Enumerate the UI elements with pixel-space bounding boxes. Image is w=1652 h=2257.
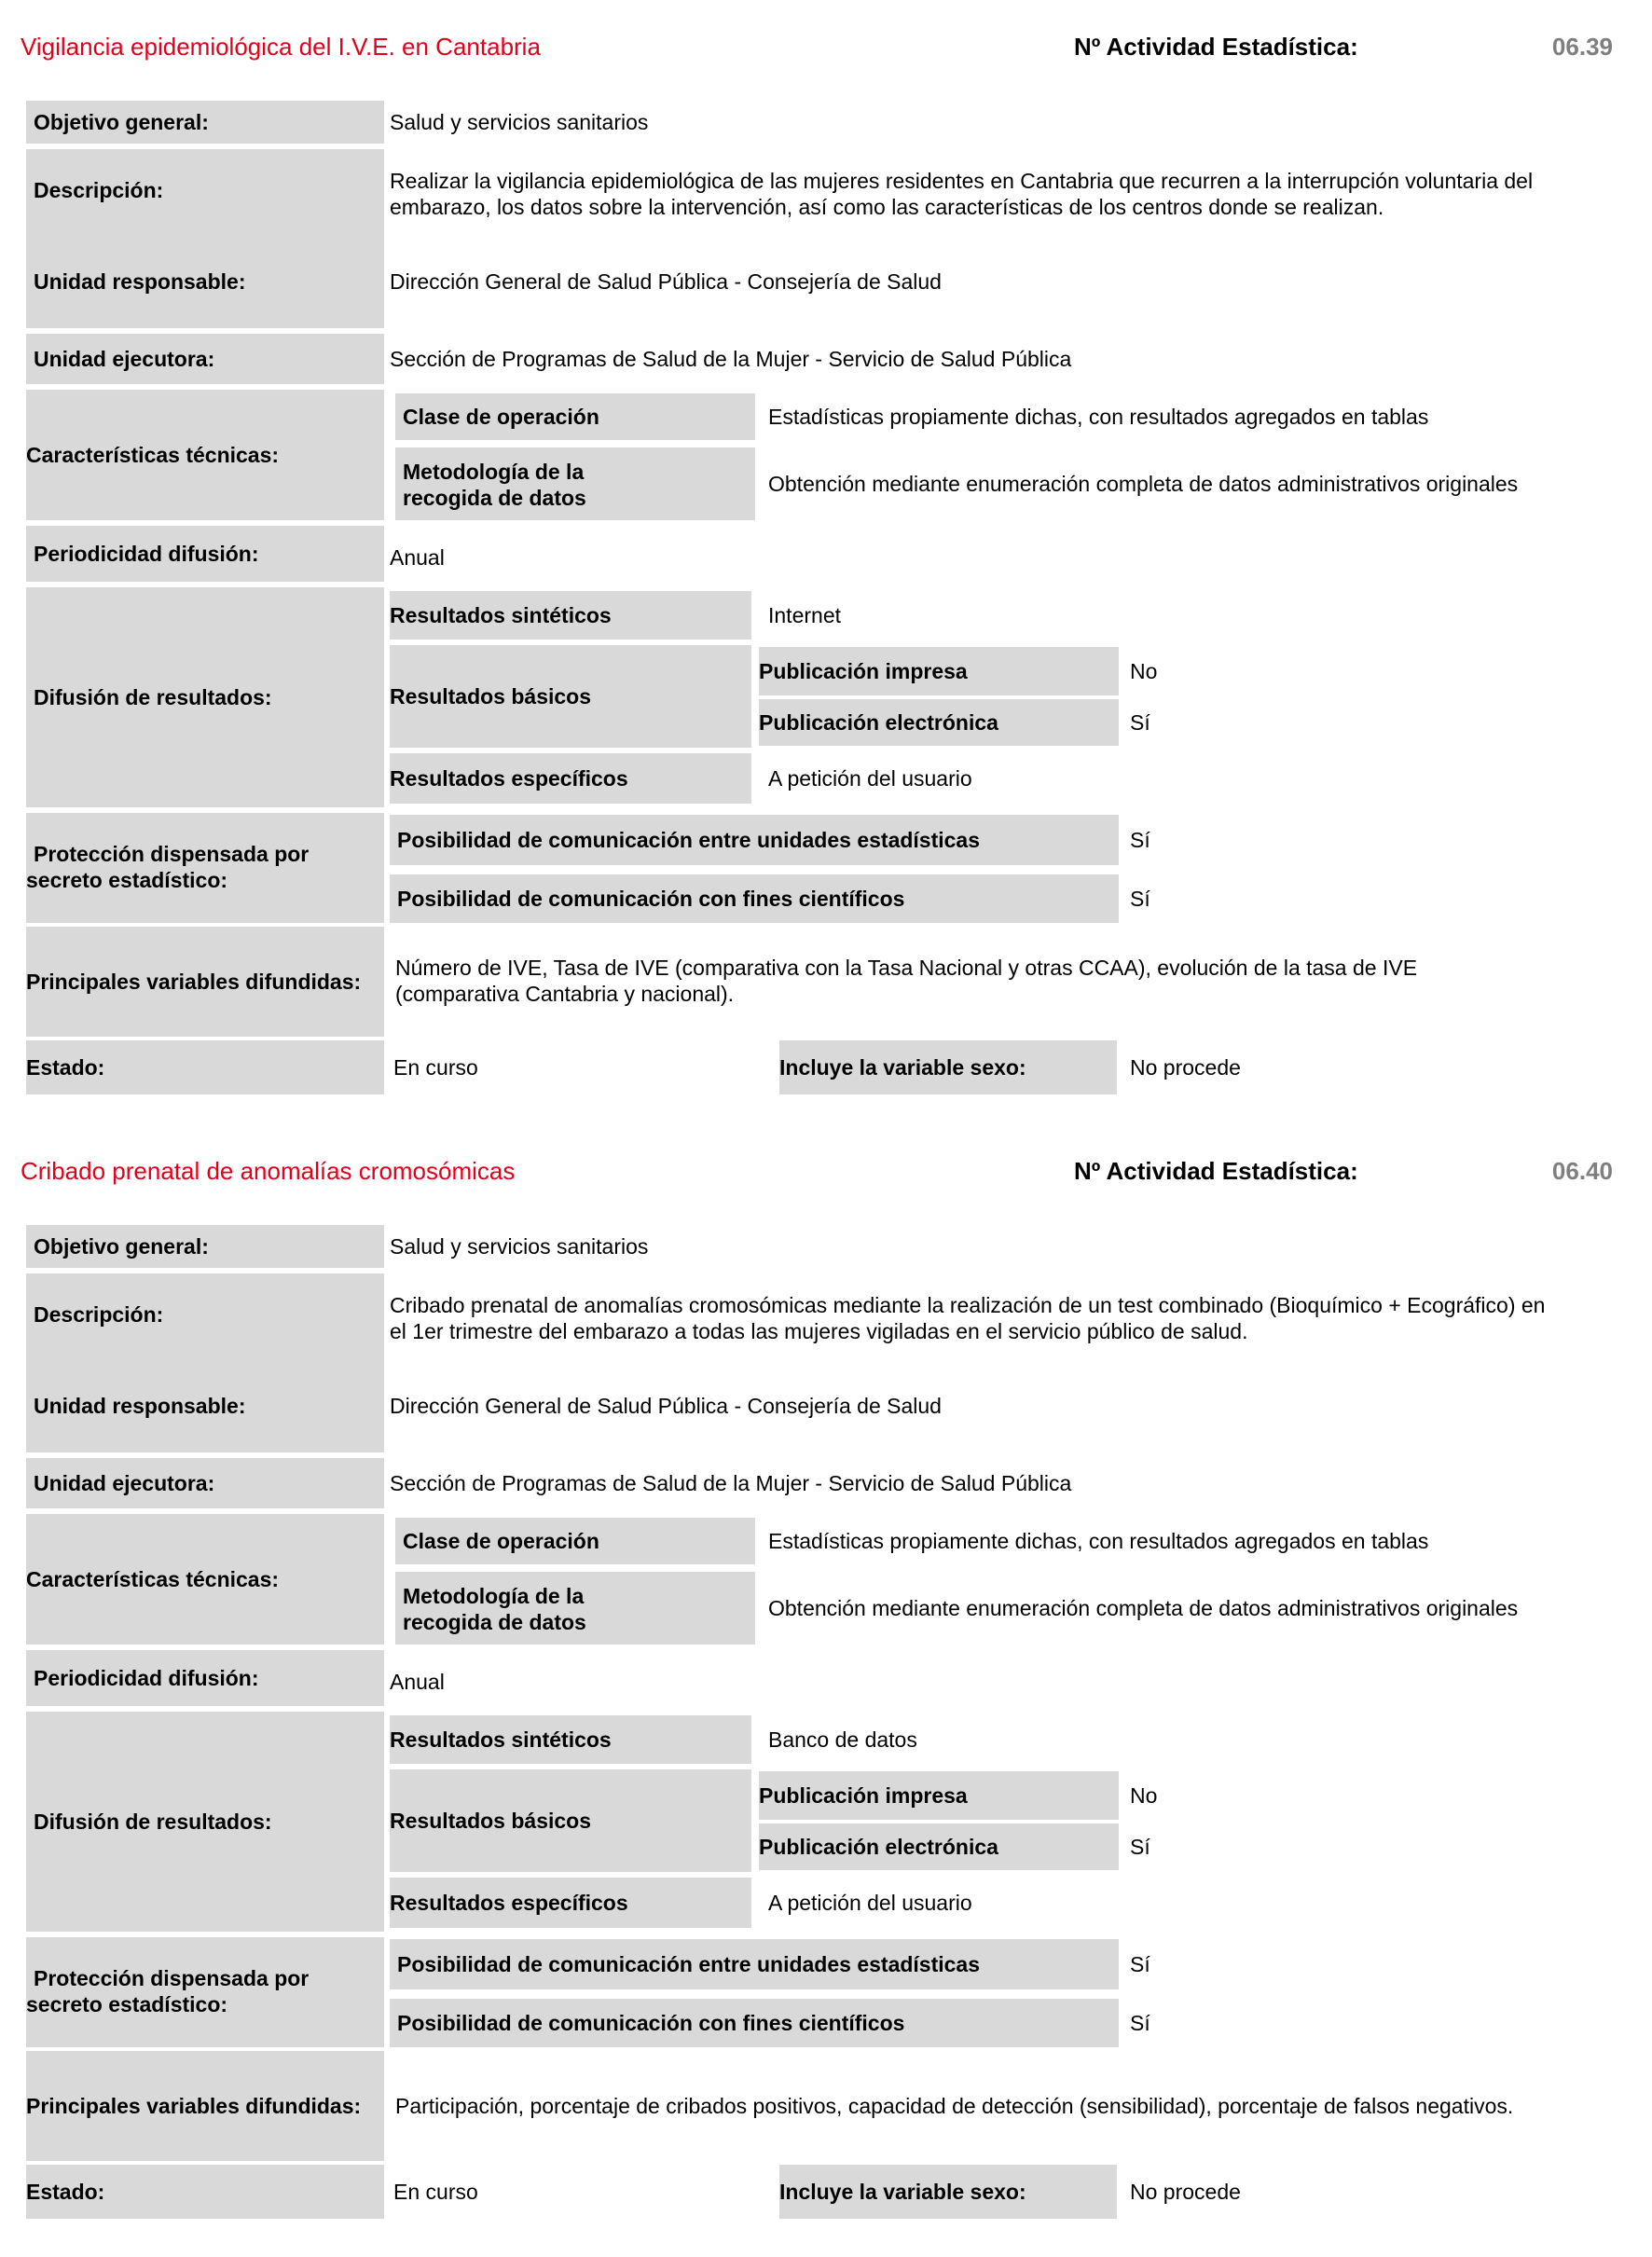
estado-label: Estado: [26, 2165, 384, 2219]
objetivo-value: Salud y servicios sanitarios [390, 1234, 649, 1259]
sinteticos-label: Resultados sintéticos [390, 1715, 751, 1764]
difusion-label: Difusión de resultados: [26, 1712, 384, 1932]
operation-section [0, 0, 1652, 1100]
clase-operacion-label: Clase de operación [395, 1518, 755, 1564]
periodicidad-label: Periodicidad difusión: [26, 526, 384, 582]
proteccion-label-line-2: secreto estadístico: [26, 868, 228, 892]
metodologia-label [395, 447, 755, 520]
variables-label: Principales variables difundidas: [26, 2051, 384, 2161]
unidad-responsable-label: Unidad responsable: [34, 269, 246, 294]
estado-value: En curso [393, 1055, 478, 1080]
com-unidades-value: Sí [1130, 828, 1150, 852]
com-unidades-value: Sí [1130, 1952, 1150, 1976]
difusion-label: Difusión de resultados: [26, 587, 384, 807]
descripcion-line-1: Cribado prenatal de anomalías cromosómicas mediante la realización de un test combinado (Bioquímico + Ecográfico) en [390, 1293, 1546, 1317]
metodologia-label-line-2: recogida de datos [403, 486, 586, 510]
com-cientificos-value: Sí [1130, 2011, 1150, 2035]
metodologia-label [395, 1572, 755, 1645]
pub-electronica-value: Sí [1130, 710, 1150, 735]
variable-sexo-label: Incluye la variable sexo: [779, 2165, 1117, 2219]
basicos-label: Resultados básicos [390, 645, 751, 748]
clase-operacion-value: Estadísticas propiamente dichas, con resultados agregados en tablas [768, 405, 1429, 429]
especificos-value: A petición del usuario [768, 1891, 972, 1915]
metodologia-value: Obtención mediante enumeración completa de datos administrativos originales [768, 472, 1519, 496]
pub-electronica-value: Sí [1130, 1835, 1150, 1859]
objetivo-value: Salud y servicios sanitarios [390, 110, 649, 134]
pub-impresa-label: Publicación impresa [759, 647, 1119, 695]
caracteristicas-label: Características técnicas: [26, 390, 384, 520]
sinteticos-value: Internet [768, 603, 841, 627]
variables-line-1: Número de IVE, Tasa de IVE (comparativa con la Tasa Nacional y otras CCAA), evolución de la tasa de IVE [395, 956, 1418, 980]
especificos-label: Resultados específicos [390, 753, 751, 804]
operation-title: Vigilancia epidemiológica del I.V.E. en Cantabria [21, 33, 541, 61]
descripcion-label: Descripción: [34, 178, 164, 202]
descripcion-line-2: el 1er trimestre del embarazo a todas las mujeres vigiladas en el servicio público de salud. [390, 1319, 1248, 1343]
metodologia-value: Obtención mediante enumeración completa de datos administrativos originales [768, 1596, 1519, 1620]
com-unidades-label: Posibilidad de comunicación entre unidades estadísticas [390, 815, 1119, 865]
unidad-ejecutora-value: Sección de Programas de Salud de la Mujer - Servicio de Salud Pública [390, 1471, 1072, 1495]
activity-number: 06.39 [1551, 33, 1613, 61]
unidad-ejecutora-label: Unidad ejecutora: [26, 1458, 384, 1508]
sinteticos-label: Resultados sintéticos [390, 591, 751, 640]
descripcion-block [26, 149, 384, 328]
metodologia-label-line-1: Metodología de la [403, 1584, 585, 1608]
variable-sexo-value: No procede [1130, 2180, 1241, 2204]
pub-electronica-label: Publicación electrónica [759, 1823, 1119, 1870]
periodicidad-value: Anual [390, 1670, 445, 1694]
descripcion-line-2: embarazo, los datos sobre la intervención, así como las características de los centros donde se realizan. [390, 195, 1384, 219]
metodologia-label-line-2: recogida de datos [403, 1610, 586, 1634]
metodologia-label-line-1: Metodología de la [403, 460, 585, 484]
activity-number-label: Nº Actividad Estadística: [1074, 1157, 1358, 1185]
sinteticos-value: Banco de datos [768, 1727, 917, 1752]
estado-value: En curso [393, 2180, 478, 2204]
variables-label: Principales variables difundidas: [26, 927, 384, 1037]
basicos-label: Resultados básicos [390, 1769, 751, 1872]
unidad-ejecutora-label: Unidad ejecutora: [26, 334, 384, 384]
proteccion-label-line-1: Protección dispensada por [34, 1966, 310, 1990]
pub-electronica-label: Publicación electrónica [759, 699, 1119, 746]
caracteristicas-label: Características técnicas: [26, 1514, 384, 1645]
proteccion-label [26, 1937, 384, 2047]
proteccion-label-line-2: secreto estadístico: [26, 1992, 228, 2016]
pub-impresa-label: Publicación impresa [759, 1771, 1119, 1820]
operation-title: Cribado prenatal de anomalías cromosómicas [21, 1157, 516, 1185]
especificos-value: A petición del usuario [768, 766, 972, 791]
clase-operacion-value: Estadísticas propiamente dichas, con resultados agregados en tablas [768, 1529, 1429, 1553]
descripcion-line-1: Realizar la vigilancia epidemiológica de las mujeres residentes en Cantabria que recurren a la interrupción voluntaria del [390, 169, 1534, 193]
objetivo-label: Objetivo general: [26, 101, 384, 144]
estado-label: Estado: [26, 1040, 384, 1094]
com-cientificos-value: Sí [1130, 887, 1150, 911]
proteccion-label-line-1: Protección dispensada por [34, 842, 310, 866]
unidad-responsable-value: Dirección General de Salud Pública - Consejería de Salud [390, 1394, 942, 1418]
activity-number: 06.40 [1551, 1157, 1613, 1185]
pub-impresa-value: No [1130, 659, 1158, 683]
variable-sexo-label: Incluye la variable sexo: [779, 1040, 1117, 1094]
unidad-responsable-value: Dirección General de Salud Pública - Consejería de Salud [390, 269, 942, 294]
clase-operacion-label: Clase de operación [395, 393, 755, 440]
periodicidad-label: Periodicidad difusión: [26, 1650, 384, 1706]
proteccion-label [26, 813, 384, 923]
descripcion-label: Descripción: [34, 1302, 164, 1327]
activity-number-label: Nº Actividad Estadística: [1074, 33, 1358, 61]
com-cientificos-label: Posibilidad de comunicación con fines científicos [390, 1999, 1119, 2047]
variables-line-2: (comparativa Cantabria y nacional). [395, 982, 735, 1006]
variable-sexo-value: No procede [1130, 1055, 1241, 1080]
operation-section [0, 1124, 1652, 2224]
variables-line-1: Participación, porcentaje de cribados positivos, capacidad de detección (sensibilidad), porcentaje de falsos negativos. [395, 2094, 1514, 2118]
pub-impresa-value: No [1130, 1783, 1158, 1808]
unidad-responsable-label: Unidad responsable: [34, 1394, 246, 1418]
objetivo-label: Objetivo general: [26, 1225, 384, 1268]
unidad-ejecutora-value: Sección de Programas de Salud de la Mujer - Servicio de Salud Pública [390, 347, 1072, 371]
especificos-label: Resultados específicos [390, 1878, 751, 1928]
com-unidades-label: Posibilidad de comunicación entre unidades estadísticas [390, 1939, 1119, 1989]
descripcion-block [26, 1273, 384, 1452]
periodicidad-value: Anual [390, 545, 445, 570]
com-cientificos-label: Posibilidad de comunicación con fines científicos [390, 874, 1119, 923]
